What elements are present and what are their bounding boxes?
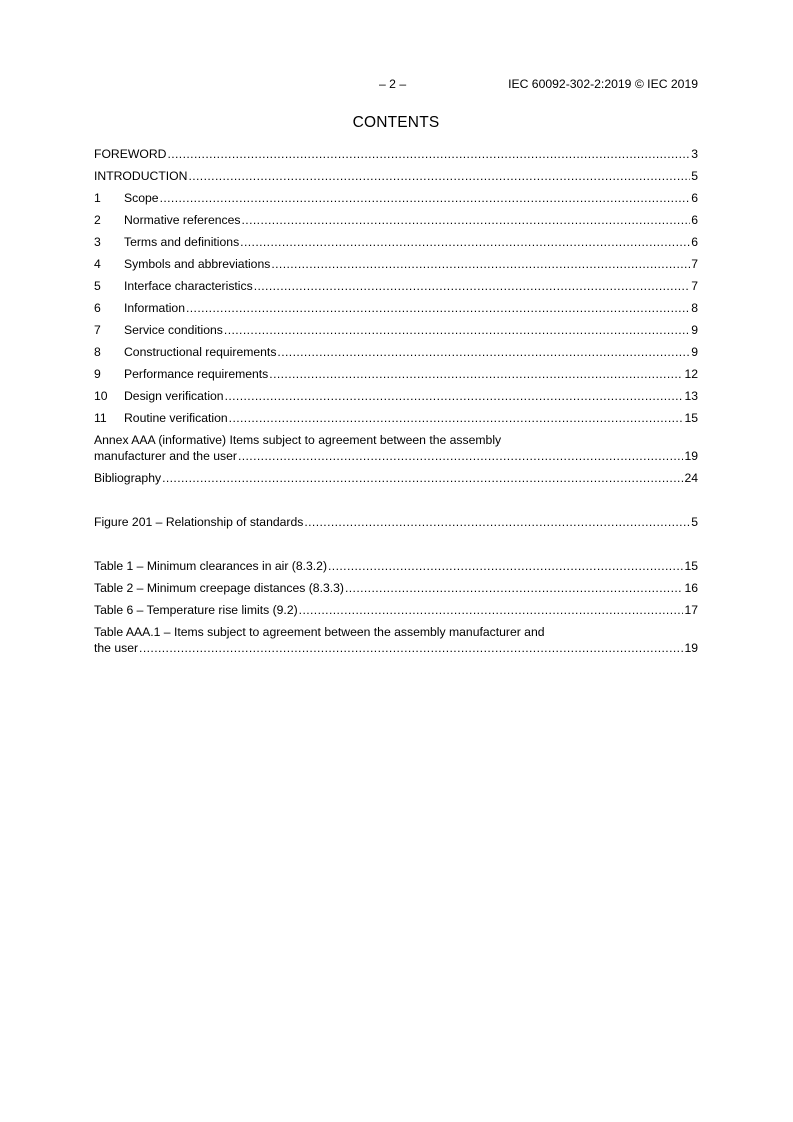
dot-leader <box>160 190 691 206</box>
toc-entry-label: FOREWORD <box>94 147 167 161</box>
toc-entry-label: Bibliography <box>94 471 162 485</box>
dot-leader <box>271 256 690 272</box>
toc-entry-page: 7 <box>691 279 698 293</box>
toc-entry-page: 15 <box>684 559 698 573</box>
dot-leader <box>277 344 690 360</box>
toc-entry-label-line2: the user <box>94 641 139 655</box>
dot-leader <box>345 580 683 596</box>
toc-entry-page: 6 <box>691 191 698 205</box>
toc-entry-page: 12 <box>684 367 698 381</box>
toc-entry-page: 3 <box>691 147 698 161</box>
toc-entry-label: INTRODUCTION <box>94 169 188 183</box>
toc-entry-number: 6 <box>94 301 101 315</box>
page-number: – 2 – <box>379 77 407 91</box>
toc-entry-page: 8 <box>691 301 698 315</box>
toc-entry-label: Interface characteristics <box>124 279 253 293</box>
dot-leader <box>269 366 683 382</box>
toc-entry-label: Performance requirements <box>124 367 269 381</box>
toc-entry-number: 3 <box>94 235 101 249</box>
toc-entry-number: 2 <box>94 213 101 227</box>
toc-entry-label: Table 2 – Minimum creepage distances (8.3.3) <box>94 581 344 595</box>
section-spacer <box>94 536 698 558</box>
toc-entry-number: 8 <box>94 345 101 359</box>
toc-entry-page: 13 <box>684 389 698 403</box>
toc-entry-label: Service conditions <box>124 323 223 337</box>
toc-entry-number: 9 <box>94 367 101 381</box>
toc-entry-page: 6 <box>691 213 698 227</box>
toc-entry-label: Design verification <box>124 389 224 403</box>
toc-entry-label: Information <box>124 301 185 315</box>
toc-entry-page: 5 <box>691 515 698 529</box>
toc-entry-symbols-and-abbreviations[interactable] <box>94 256 698 278</box>
toc-entry-information[interactable] <box>94 300 698 322</box>
toc-entry-table-aaa-1[interactable] <box>94 624 698 662</box>
toc-entry-number: 1 <box>94 191 101 205</box>
toc-entry-service-conditions[interactable] <box>94 322 698 344</box>
toc-entry-number: 4 <box>94 257 101 271</box>
toc-entry-page: 19 <box>684 449 698 463</box>
toc-entry-label: Table 6 – Temperature rise limits (9.2) <box>94 603 298 617</box>
dot-leader <box>188 168 690 184</box>
page-header <box>94 77 698 93</box>
toc-entry-label-line1: Annex AAA (informative) Items subject to agreement between the assembly <box>94 433 502 447</box>
toc-entry-number: 10 <box>94 389 108 403</box>
toc-entry-page: 5 <box>691 169 698 183</box>
toc-entry-page: 24 <box>684 471 698 485</box>
toc-entry-page: 9 <box>691 345 698 359</box>
dot-leader <box>186 300 690 316</box>
toc-entry-page: 17 <box>684 603 698 617</box>
toc-entry-annex-aaa[interactable] <box>94 432 698 470</box>
toc-entry-label: Routine verification <box>124 411 228 425</box>
toc-entry-interface-characteristics[interactable] <box>94 278 698 300</box>
page-title: CONTENTS <box>352 114 440 131</box>
toc-entry-page: 16 <box>684 581 698 595</box>
toc-entry-label-line2: manufacturer and the user <box>94 449 237 463</box>
toc-entry-table-1[interactable] <box>94 558 698 580</box>
table-of-contents <box>94 146 698 662</box>
toc-entry-page: 6 <box>691 235 698 249</box>
dot-leader <box>225 388 684 404</box>
toc-entry-label: Scope <box>124 191 159 205</box>
toc-entry-page: 15 <box>684 411 698 425</box>
dot-leader <box>224 322 690 338</box>
toc-entry-number: 7 <box>94 323 101 337</box>
toc-entry-label-line1: Table AAA.1 – Items subject to agreement between the assembly manufacturer and <box>94 625 545 639</box>
section-spacer <box>94 492 698 514</box>
dot-leader <box>299 602 684 618</box>
dot-leader <box>238 448 683 464</box>
toc-entry-normative-references[interactable] <box>94 212 698 234</box>
dot-leader <box>167 146 690 162</box>
dot-leader <box>229 410 684 426</box>
toc-entry-scope[interactable] <box>94 190 698 212</box>
toc-entry-number: 11 <box>94 411 107 425</box>
toc-entry-table-6[interactable] <box>94 602 698 624</box>
toc-entry-label: Symbols and abbreviations <box>124 257 271 271</box>
toc-entry-page: 19 <box>684 641 698 655</box>
toc-entry-terms-and-definitions[interactable] <box>94 234 698 256</box>
toc-entry-label: Normative references <box>124 213 241 227</box>
dot-leader <box>240 234 690 250</box>
dot-leader <box>304 514 690 530</box>
toc-entry-page: 7 <box>691 257 698 271</box>
toc-entry-page: 9 <box>691 323 698 337</box>
dot-leader <box>328 558 683 574</box>
toc-entry-label: Terms and definitions <box>124 235 240 249</box>
toc-entry-introduction[interactable] <box>94 168 698 190</box>
dot-leader <box>139 640 683 656</box>
toc-entry-number: 5 <box>94 279 101 293</box>
toc-entry-routine-verification[interactable] <box>94 410 698 432</box>
toc-entry-label: Constructional requirements <box>124 345 277 359</box>
dot-leader <box>254 278 691 294</box>
dot-leader <box>162 470 683 486</box>
dot-leader <box>242 212 691 228</box>
toc-entry-foreword[interactable] <box>94 146 698 168</box>
toc-entry-figure-201[interactable] <box>94 514 698 536</box>
toc-entry-bibliography[interactable] <box>94 470 698 492</box>
toc-entry-table-2[interactable] <box>94 580 698 602</box>
toc-entry-constructional-requirements[interactable] <box>94 344 698 366</box>
standard-identifier: IEC 60092-302-2:2019 © IEC 2019 <box>508 77 698 91</box>
toc-entry-label: Table 1 – Minimum clearances in air (8.3.2) <box>94 559 328 573</box>
toc-entry-performance-requirements[interactable] <box>94 366 698 388</box>
toc-entry-label: Figure 201 – Relationship of standards <box>94 515 304 529</box>
toc-entry-design-verification[interactable] <box>94 388 698 410</box>
